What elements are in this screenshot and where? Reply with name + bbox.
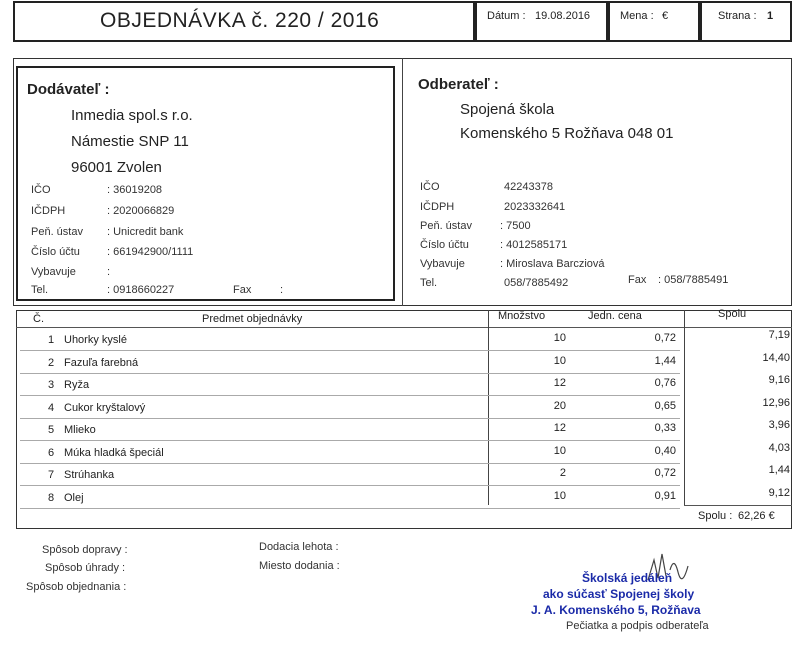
customer-fax-value: : 058/7885491 <box>658 274 729 286</box>
item-row-rule <box>20 418 680 419</box>
ordering-label: Spôsob objednania : <box>26 581 127 593</box>
item-total: 4,03 <box>768 442 790 454</box>
supplier-account-label: Číslo účtu <box>31 246 80 258</box>
item-total: 1,44 <box>768 464 790 476</box>
item-quantity: 20 <box>553 400 566 412</box>
item-row-rule <box>20 350 680 351</box>
item-row-rule <box>20 395 680 396</box>
supplier-icdph-value: : 2020066829 <box>107 205 175 217</box>
order-sum-value: 62,26 € <box>738 510 775 522</box>
customer-icdph-label: IČDPH <box>420 201 455 213</box>
item-row-rule <box>20 373 680 374</box>
item-unit-price: 0,72 <box>654 467 676 479</box>
item-name: Uhorky kyslé <box>64 334 127 346</box>
delivery-term-label: Dodacia lehota : <box>259 541 339 553</box>
customer-ico-label: IČO <box>420 181 440 193</box>
supplier-contact-label: Vybavuje <box>31 266 76 278</box>
items-col-divider-total <box>684 310 685 505</box>
item-quantity: 2 <box>559 467 566 479</box>
item-unit-price: 1,44 <box>654 355 676 367</box>
item-total: 9,12 <box>768 487 790 499</box>
supplier-tel-value: : 0918660227 <box>107 284 175 296</box>
customer-tel-value: 058/7885492 <box>504 277 569 289</box>
item-total: 7,19 <box>768 329 790 341</box>
item-number: 8 <box>48 492 55 504</box>
items-col-divider-qty <box>488 310 489 505</box>
customer-name: Spojená škola <box>460 101 555 118</box>
page-value: 1 <box>767 10 774 22</box>
item-total: 14,40 <box>762 352 790 364</box>
item-quantity: 10 <box>553 490 566 502</box>
date-label: Dátum : <box>487 10 526 22</box>
item-quantity: 12 <box>553 377 566 389</box>
supplier-account-value: : 661942900/1111 <box>107 246 194 258</box>
item-quantity: 10 <box>553 332 566 344</box>
item-number: 7 <box>48 469 55 481</box>
supplier-fax-label: Fax <box>233 284 252 296</box>
item-number: 3 <box>48 379 55 391</box>
customer-fax-label: Fax <box>628 274 647 286</box>
supplier-bank-value: : Unicredit bank <box>107 226 184 238</box>
customer-heading: Odberateľ : <box>418 76 499 93</box>
item-row-rule <box>20 440 680 441</box>
item-number: 4 <box>48 402 55 414</box>
customer-address: Komenského 5 Rožňava 048 01 <box>460 125 674 142</box>
supplier-bank-label: Peň. ústav <box>31 226 83 238</box>
transport-label: Spôsob dopravy : <box>42 544 128 556</box>
item-unit-price: 0,40 <box>654 445 676 457</box>
customer-account-value: : 4012585171 <box>500 239 568 251</box>
item-number: 6 <box>48 447 55 459</box>
item-total: 9,16 <box>768 374 790 386</box>
item-number: 2 <box>48 357 55 369</box>
date-value: 19.08.2016 <box>535 10 591 22</box>
supplier-icdph-label: IČDPH <box>31 205 66 217</box>
stamp-caption: Pečiatka a podpis odberateľa <box>566 620 709 632</box>
payment-label: Spôsob úhrady : <box>45 562 126 574</box>
item-unit-price: 0,91 <box>654 490 676 502</box>
supplier-street: Námestie SNP 11 <box>71 133 189 150</box>
stamp-line-2: ako súčasť Spojenej školy <box>543 587 695 601</box>
supplier-heading: Dodávateľ : <box>27 81 110 98</box>
supplier-tel-label: Tel. <box>31 284 49 296</box>
supplier-ico-label: IČO <box>31 184 51 196</box>
item-name: Fazuľa farebná <box>64 357 139 369</box>
item-name: Strúhanka <box>64 469 115 481</box>
col-header-total: Spolu <box>718 308 747 320</box>
supplier-ico-value: : 36019208 <box>107 184 163 196</box>
currency-value: € <box>662 10 669 22</box>
customer-bank-label: Peň. ústav <box>420 220 472 232</box>
order-sum-label: Spolu : <box>698 510 733 522</box>
col-header-qty: Množstvo <box>498 310 546 322</box>
item-quantity: 12 <box>553 422 566 434</box>
items-table-sum-rule <box>684 505 792 506</box>
supplier-name: Inmedia spol.s r.o. <box>71 107 193 124</box>
item-name: Olej <box>64 492 84 504</box>
delivery-place-label: Miesto dodania : <box>259 560 340 572</box>
customer-contact-value: : Miroslava Barcziová <box>500 258 605 270</box>
customer-contact-label: Vybavuje <box>420 258 465 270</box>
item-row-rule <box>20 463 680 464</box>
item-total: 3,96 <box>768 419 790 431</box>
item-row-rule <box>20 485 680 486</box>
col-header-item: Predmet objednávky <box>202 313 303 325</box>
item-name: Cukor kryštalový <box>64 402 146 414</box>
stamp-line-3: J. A. Komenského 5, Rožňava <box>531 603 701 617</box>
item-quantity: 10 <box>553 355 566 367</box>
col-header-unit-price: Jedn. cena <box>588 310 642 322</box>
parties-divider <box>402 58 403 306</box>
customer-ico-value: 42243378 <box>504 181 553 193</box>
item-unit-price: 0,65 <box>654 400 676 412</box>
supplier-fax-value: : <box>280 284 284 296</box>
supplier-city: 96001 Zvolen <box>71 159 162 176</box>
item-name: Múka hladká špeciál <box>64 447 164 459</box>
item-name: Mlieko <box>64 424 96 436</box>
item-row-rule <box>20 508 680 509</box>
stamp-line-1: Školská jedáleň <box>582 571 673 585</box>
item-name: Ryža <box>64 379 90 391</box>
item-quantity: 10 <box>553 445 566 457</box>
items-table-header-rule <box>16 327 792 328</box>
customer-icdph-value: 2023332641 <box>504 201 566 213</box>
currency-label: Mena : <box>620 10 654 22</box>
order-title: OBJEDNÁVKA č. 220 / 2016 <box>100 9 380 32</box>
customer-bank-value: : 7500 <box>500 220 531 232</box>
col-header-num: Č. <box>33 313 44 325</box>
page-label: Strana : <box>718 10 757 22</box>
item-total: 12,96 <box>762 397 790 409</box>
item-unit-price: 0,76 <box>654 377 676 389</box>
customer-tel-label: Tel. <box>420 277 438 289</box>
item-unit-price: 0,72 <box>654 332 676 344</box>
supplier-contact-value: : <box>107 266 111 278</box>
customer-account-label: Číslo účtu <box>420 239 469 251</box>
item-number: 5 <box>48 424 55 436</box>
item-number: 1 <box>48 334 55 346</box>
item-unit-price: 0,33 <box>654 422 676 434</box>
